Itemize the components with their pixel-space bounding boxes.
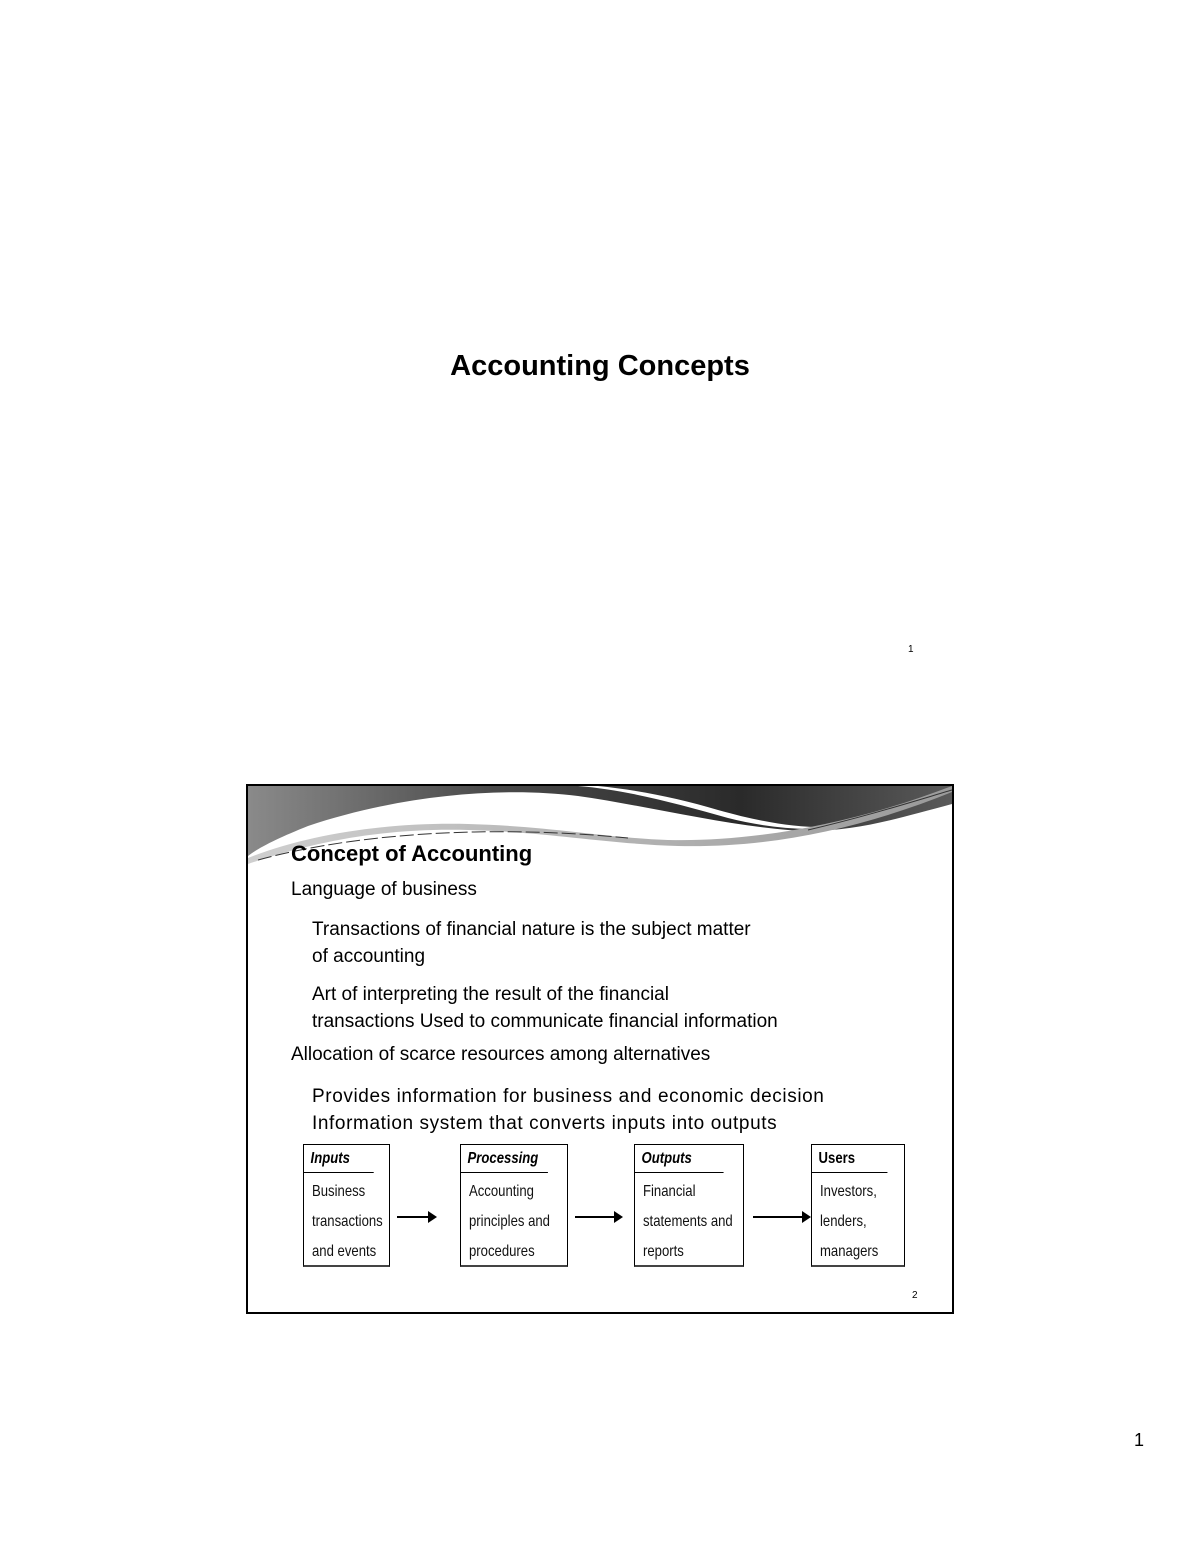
flow-box-line: Business — [312, 1183, 366, 1200]
flow-box-line: lenders, — [820, 1213, 867, 1230]
bullet-line: Provides information for business and economic decision — [312, 1086, 825, 1107]
flow-box-line: managers — [820, 1243, 879, 1260]
bullet-line: Art of interpreting the result of the financial — [312, 984, 669, 1005]
bullet-line: Information system that converts inputs into outputs — [312, 1113, 778, 1134]
flow-box-line: and events — [312, 1243, 377, 1260]
flow-box-line: Financial — [643, 1183, 696, 1200]
slide2-title: Concept of Accounting — [291, 841, 533, 866]
flow-box-line: reports — [643, 1243, 684, 1260]
flow-box-line: transactions — [312, 1213, 383, 1230]
flow-box-inputs — [303, 1144, 390, 1267]
flow-box-body — [812, 1173, 904, 1267]
flow-box-body — [635, 1173, 743, 1267]
page-number: 1 — [1134, 1430, 1145, 1450]
bullet-language-of-business: Language of business — [291, 879, 477, 900]
bullet-line: transactions Used to communicate financial information — [312, 1011, 778, 1032]
slide2-number: 2 — [912, 1290, 918, 1301]
bullet-provides-information — [312, 1083, 824, 1137]
flow-box-line: procedures — [469, 1243, 535, 1260]
slide2 — [246, 784, 954, 1314]
flow-box-users — [811, 1144, 905, 1267]
flow-arrow — [397, 1216, 435, 1218]
flow-box-line: Accounting — [469, 1183, 534, 1200]
slide1-title: Accounting Concepts — [450, 350, 750, 382]
flow-box-outputs — [634, 1144, 744, 1267]
flow-box-line: Investors, — [820, 1183, 877, 1200]
flow-box-processing — [460, 1144, 568, 1267]
bullet-line: of accounting — [312, 946, 426, 967]
flow-box-body — [304, 1173, 389, 1267]
flow-arrow — [753, 1216, 809, 1218]
flow-box-header: Users — [812, 1145, 887, 1173]
flow-box-body — [461, 1173, 567, 1267]
flow-box-header: Processing — [461, 1145, 548, 1173]
flow-box-line: principles and — [469, 1213, 550, 1230]
flow-box-header: Outputs — [635, 1145, 724, 1173]
bullet-transactions — [312, 916, 751, 970]
bullet-art-of-interpreting — [312, 981, 778, 1035]
flow-box-line: statements and — [643, 1213, 733, 1230]
bullet-line: Transactions of financial nature is the subject matter — [312, 919, 751, 940]
accounting-flow-diagram — [303, 1144, 913, 1272]
flow-box-header: Inputs — [304, 1145, 374, 1173]
slide1-number: 1 — [908, 644, 914, 655]
flow-arrow — [575, 1216, 621, 1218]
bullet-allocation: Allocation of scarce resources among alternatives — [291, 1044, 711, 1065]
